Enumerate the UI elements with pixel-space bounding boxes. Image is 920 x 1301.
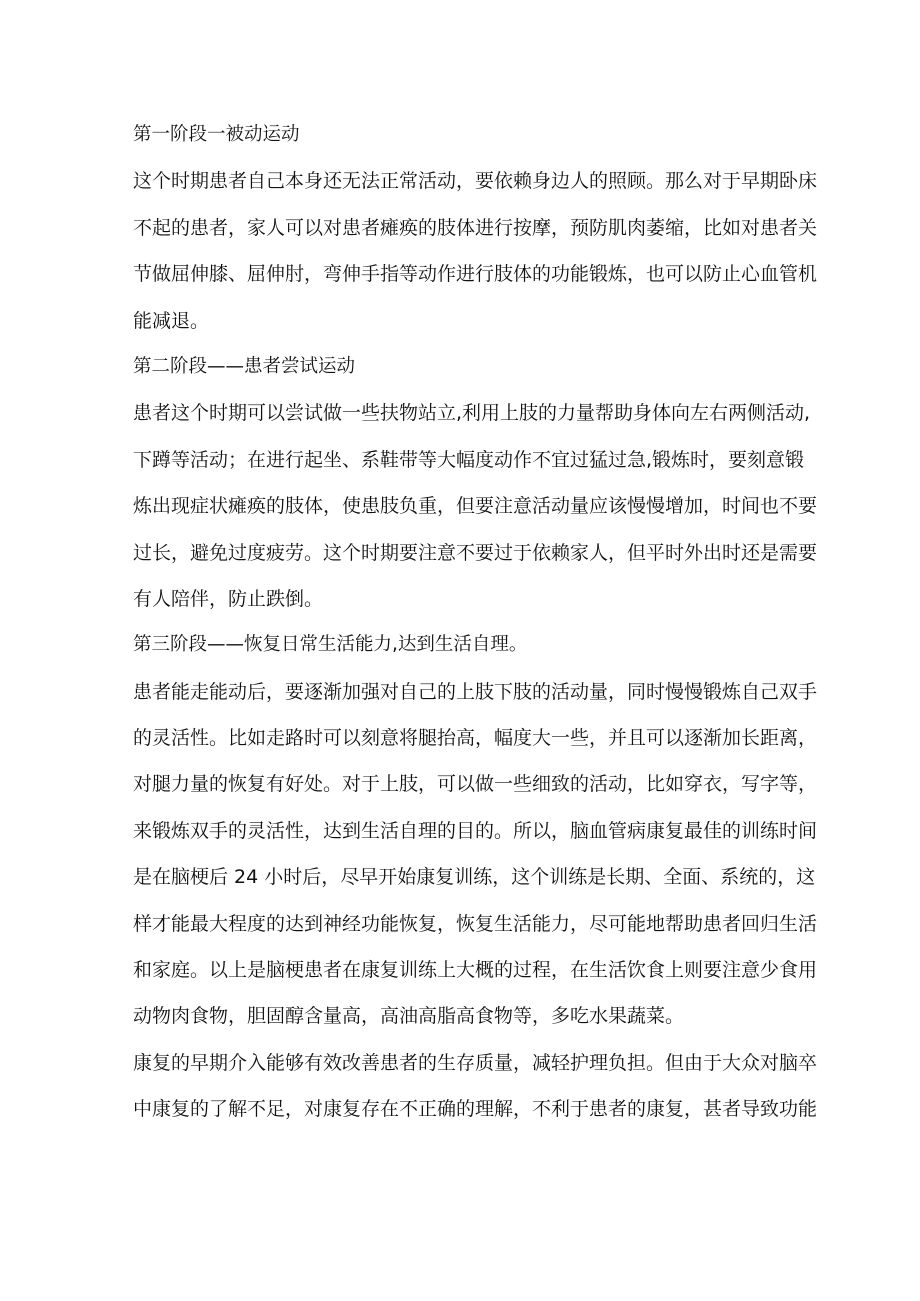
section-2-line-3: 炼出现症状瘫痪的肢体，使患肢负重，但要注意活动量应该慢慢增加，时间也不要 <box>133 495 818 518</box>
section-3-line-6: 样才能最大程度的达到神经功能恢复，恢复生活能力，尽可能地帮助患者回归生活 <box>133 912 818 935</box>
section-3-line-3: 对腿力量的恢复有好处。对于上肢，可以做一些细致的活动，比如穿衣，写字等， <box>133 773 818 796</box>
section-3-line-5: 是在脑梗后 24 小时后，尽早开始康复训练，这个训练是长期、全面、系统的，这 <box>133 866 816 889</box>
section-4-line-2: 中康复的了解不足，对康复存在不正确的理解，不利于患者的康复，甚者导致功能 <box>133 1098 818 1121</box>
section-2-heading: 第二阶段——患者尝试运动 <box>133 355 356 377</box>
section-1-heading: 第一阶段一被动运动 <box>133 124 300 145</box>
section-1-line-1: 这个时期患者自己本身还无法正常活动，要依赖身边人的照顾。那么对于早期卧床 <box>133 170 818 193</box>
section-3-line-1: 患者能走能动后，要逐渐加强对自己的上肢下肢的活动量，同时慢慢锻炼自己双手 <box>133 680 818 703</box>
section-1-line-2: 不起的患者，家人可以对患者瘫痪的肢体进行按摩，预防肌肉萎缩，比如对患者关 <box>133 216 818 239</box>
section-3-line-2: 的灵活性。比如走路时可以刻意将腿抬高，幅度大一些，并且可以逐渐加长距离， <box>133 727 818 750</box>
section-2-line-2: 下蹲等活动；在进行起坐、系鞋带等大幅度动作不宜过猛过急,锻炼时，要刻意锻 <box>133 448 805 471</box>
section-4-line-1: 康复的早期介入能够有效改善患者的生存质量，减轻护理负担。但由于大众对脑卒 <box>133 1051 818 1074</box>
document-page <box>133 112 818 1133</box>
section-2-line-4: 过长，避免过度疲劳。这个时期要注意不要过于依赖家人，但平时外出时还是需要 <box>133 541 818 564</box>
section-3-line-7: 和家庭。以上是脑梗患者在康复训练上大概的过程，在生活饮食上则要注意少食用 <box>133 959 818 982</box>
section-2-line-1: 患者这个时期可以尝试做一些扶物站立,利用上肢的力量帮助身体向左右两侧活动, <box>133 402 811 425</box>
section-3-heading: 第三阶段——恢复日常生活能力,达到生活自理。 <box>133 634 528 656</box>
section-1-line-4: 能减退。 <box>133 309 210 332</box>
section-3-line-4: 来锻炼双手的灵活性，达到生活自理的目的。所以，脑血管病康复最佳的训练时间 <box>133 819 818 842</box>
section-1-line-3: 节做屈伸膝、屈伸肘，弯伸手指等动作进行肢体的功能锻炼，也可以防止心血管机 <box>133 263 818 286</box>
section-3-line-8: 动物肉食物，胆固醇含量高，高油高脂高食物等，多吃水果蔬菜。 <box>133 1005 685 1028</box>
section-2-line-5: 有人陪伴，防止跌倒。 <box>133 587 324 610</box>
